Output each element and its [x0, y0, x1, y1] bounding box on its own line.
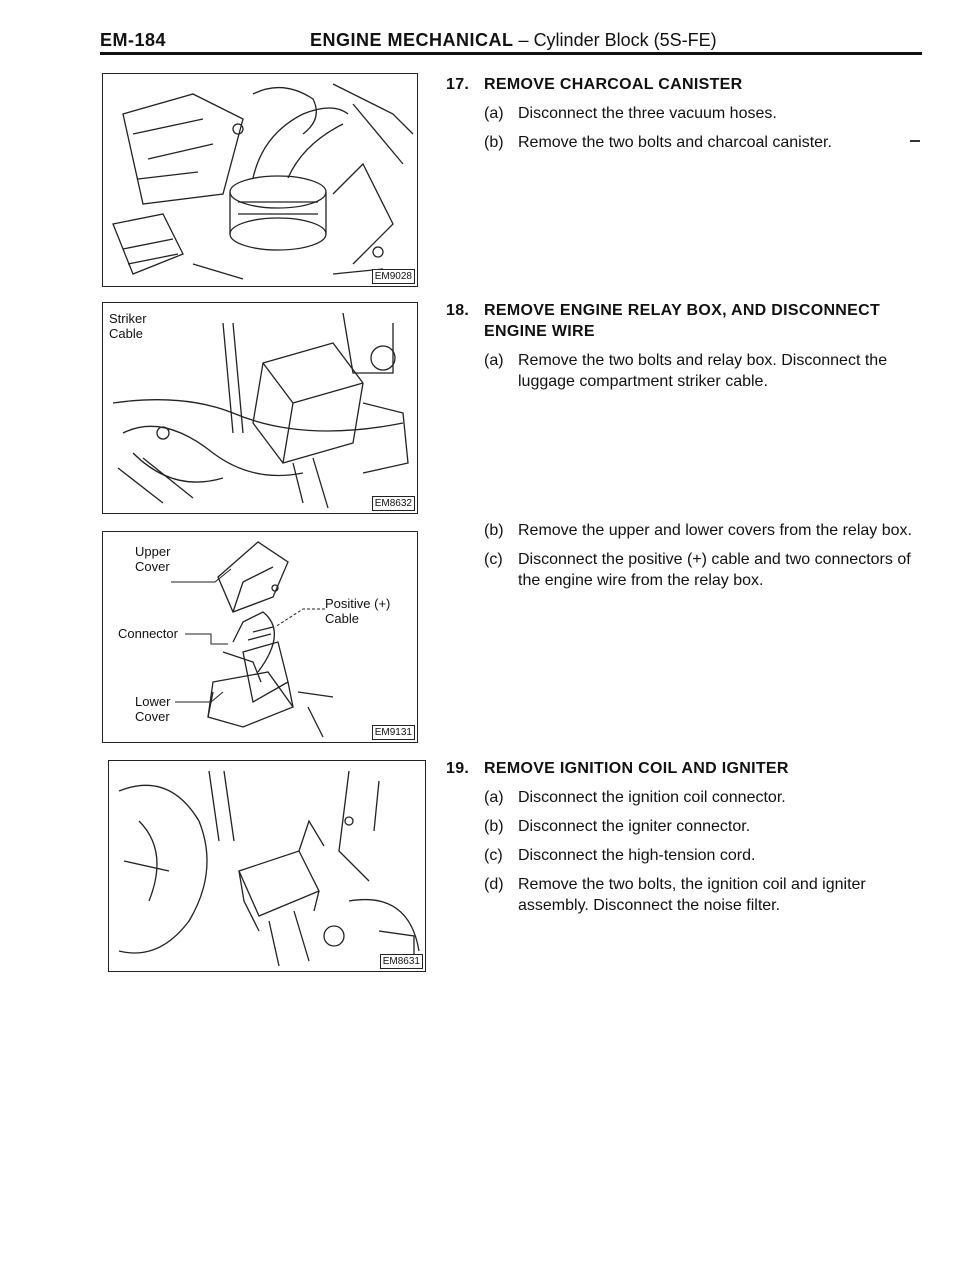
step-title: REMOVE ENGINE RELAY BOX, AND DISCONNECT ENGINE WIRE	[484, 302, 881, 340]
step-number: 17.	[446, 76, 470, 93]
title-separator: –	[518, 30, 529, 50]
page-title	[310, 30, 717, 51]
sub-step-label: (c)	[484, 847, 503, 864]
sub-step-label: (a)	[484, 105, 504, 122]
figure-code: EM8632	[372, 496, 415, 511]
step-title: REMOVE CHARCOAL CANISTER	[484, 76, 743, 93]
sub-step-text: Disconnect the three vacuum hoses.	[518, 105, 777, 122]
page-number: EM-184	[100, 30, 167, 50]
sub-step	[484, 549, 926, 591]
sub-step-label: (a)	[484, 352, 504, 369]
figure-relay-box	[102, 302, 418, 514]
sub-step-text: Disconnect the igniter connector.	[518, 818, 751, 835]
step-number: 18.	[446, 302, 470, 319]
step-18-continued	[446, 520, 926, 591]
step-number: 19.	[446, 760, 470, 777]
sub-step-text: Disconnect the positive (+) cable and two connectors of the engine wire from the relay box.	[518, 551, 911, 589]
subsection-title: Cylinder Block (5S-FE)	[533, 30, 717, 50]
step-heading	[446, 300, 926, 342]
sub-step	[484, 132, 926, 153]
callout-connector: Connector	[118, 626, 178, 641]
sub-step	[484, 350, 926, 392]
figure-ignition-coil	[108, 760, 426, 972]
figure-relay-box-exploded	[102, 531, 418, 743]
sub-step	[484, 787, 926, 808]
sub-step-label: (b)	[484, 818, 504, 835]
sub-step-text: Remove the two bolts and charcoal canister.	[518, 134, 832, 151]
sub-step-text: Remove the two bolts, the ignition coil and igniter assembly. Disconnect the noise filter.	[518, 876, 866, 914]
sub-step-label: (d)	[484, 876, 504, 893]
sub-step	[484, 816, 926, 837]
figure-code: EM9028	[372, 269, 415, 284]
header-rule	[100, 52, 922, 55]
sub-step-text: Remove the upper and lower covers from the relay box.	[518, 522, 912, 539]
charcoal-canister-illustration	[103, 74, 417, 286]
step-heading	[446, 758, 926, 779]
callout-lower-cover: Lower Cover	[135, 694, 171, 724]
step-18	[446, 300, 926, 392]
section-title: ENGINE MECHANICAL	[310, 30, 514, 50]
sub-step-text: Remove the two bolts and relay box. Disconnect the luggage compartment striker cable.	[518, 352, 888, 390]
callout-striker-cable: Striker Cable	[109, 311, 147, 341]
sub-step-text: Disconnect the high-tension cord.	[518, 847, 756, 864]
ignition-coil-illustration	[109, 761, 425, 971]
step-heading	[446, 74, 926, 95]
sub-step-label: (a)	[484, 789, 504, 806]
callout-upper-cover: Upper Cover	[135, 544, 171, 574]
sub-step	[484, 103, 926, 124]
figure-code: EM9131	[372, 725, 415, 740]
sub-step	[484, 520, 926, 541]
step-17	[446, 74, 926, 153]
callout-positive-cable: Positive (+) Cable	[325, 596, 391, 626]
sub-step	[484, 845, 926, 866]
sub-step-text: Disconnect the ignition coil connector.	[518, 789, 786, 806]
sub-step-label: (b)	[484, 134, 504, 151]
sub-step	[484, 874, 926, 916]
margin-mark	[910, 140, 920, 142]
sub-step-label: (b)	[484, 522, 504, 539]
step-title: REMOVE IGNITION COIL AND IGNITER	[484, 760, 789, 777]
step-19	[446, 758, 926, 916]
sub-step-label: (c)	[484, 551, 503, 568]
figure-code: EM8631	[380, 954, 423, 969]
page-header	[100, 30, 922, 54]
relay-box-illustration	[103, 303, 417, 513]
figure-charcoal-canister	[102, 73, 418, 287]
